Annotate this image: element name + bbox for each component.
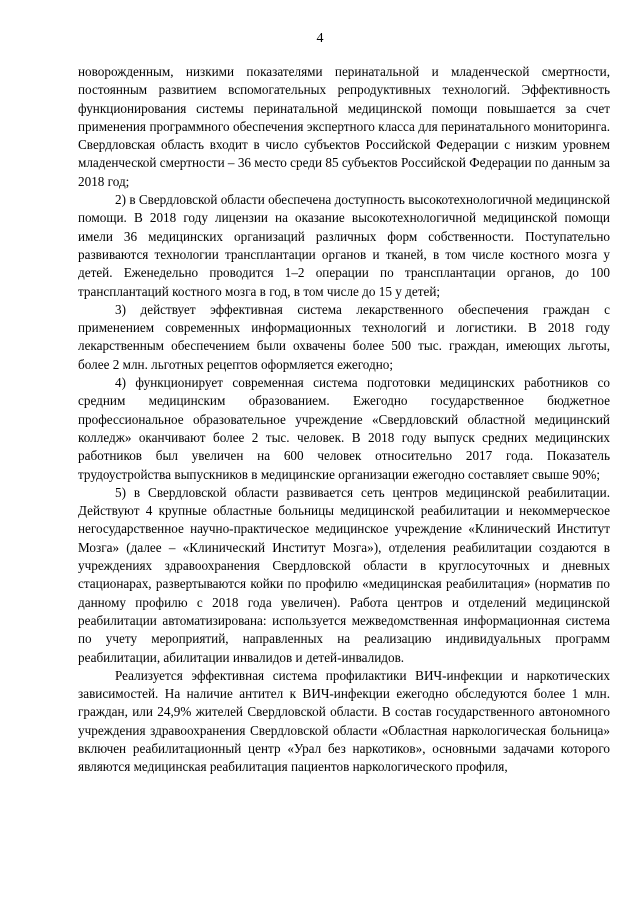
- paragraph-item-3: 3) действует эффективная система лекарственного обеспечения граждан с применением современных информационных технологий и логистики. В 2018 году лекарственным обеспечением были охвачены более 500 тыс. граждан, имеющих льготы, более 2 млн. льготных рецептов оформляется ежегодно;: [78, 301, 610, 372]
- paragraph-hiv-prevention: Реализуется эффективная система профилактики ВИЧ-инфекции и наркотических зависимостей. На наличие антител к ВИЧ-инфекции ежегодно обследуются более 1 млн. граждан, или 24,9% жителей Свердловской области. В состав государственного автономного учреждения здравоохранения Свердловской области «Областная наркологическая больница» включен реабилитационный центр «Урал без наркотиков», основными задачами которого являются медицинская реабилитация пациентов наркологического профиля,: [78, 667, 610, 775]
- paragraph-item-5: 5) в Свердловской области развивается сеть центров медицинской реабилитации. Действуют 4 крупные областные больницы медицинской реабилитации и некоммерческое негосударственное научно-практическое медицинское учреждение «Клинический Институт Мозга» (далее – «Клинический Институт Мозга»), отделения реабилитации создаются в учреждениях здравоохранения Свердловской области в круглосуточных и дневных стационарах, развертываются койки по профилю «медицинская реабилитация» (норматив по данному профилю с 2018 года увеличен). Работа центров и отделений медицинской реабилитации автоматизирована: используется межведомственная информационная система по учету мероприятий, направленных на реализацию индивидуальных программ реабилитации, абилитации инвалидов и детей-инвалидов.: [78, 484, 610, 665]
- paragraph-continuation: новорожденным, низкими показателями перинатальной и младенческой смертности, постоянным развитием вспомогательных репродуктивных технологий. Эффективность функционирования системы перинатальной медицинской помощи повышается за счет применения программного обеспечения экспертного класса для перинатального мониторинга. Свердловская область входит в число субъектов Российской Федерации с низким уровнем младенческой смертности – 36 место среди 85 субъектов Российской Федерации по данным за 2018 год;: [78, 64, 610, 189]
- document-body: [78, 63, 610, 777]
- paragraph-item-4: 4) функционирует современная система подготовки медицинских работников со средним медицинским образованием. Ежегодно государственное бюджетное профессиональное образовательное учреждение «Свердловский областной медицинский колледж» оканчивают более 2 тыс. человек. В 2018 году выпуск средних медицинских работников был увеличен на 600 человек относительно 2017 года. Показатель трудоустройства выпускников в медицинские организации ежегодно составляет свыше 90%;: [78, 375, 610, 482]
- paragraph-item-2: 2) в Свердловской области обеспечена доступность высокотехнологичной медицинской помощи. В 2018 году лицензии на оказание высокотехнологичной медицинской помощи имели 36 медицинских организаций различных форм собственности. Поступательно развиваются технологии трансплантации органов и тканей, в том числе костного мозга у детей. Еженедельно проводится 1–2 операции по трансплантации органов, до 100 трансплантаций костного мозга в год, в том числе до 15 у детей;: [78, 192, 610, 299]
- page-number: 4: [316, 31, 324, 46]
